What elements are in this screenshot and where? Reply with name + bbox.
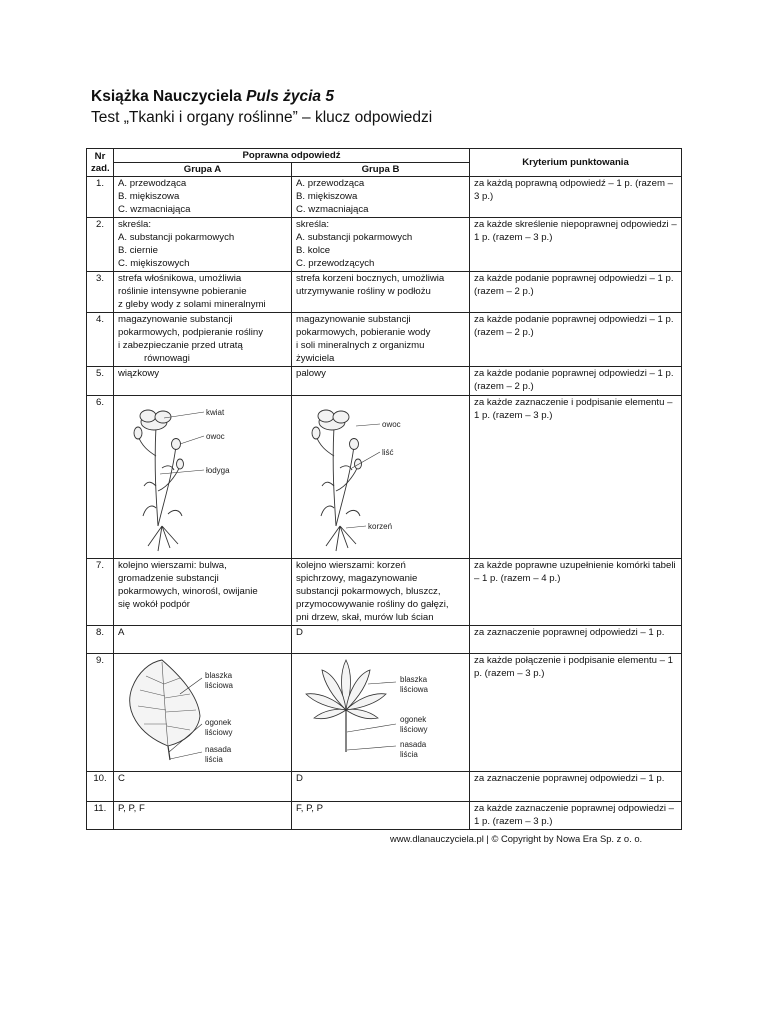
- table-row: [87, 626, 682, 654]
- task-number: 11.: [87, 802, 114, 830]
- leaf-diagram-a: [118, 654, 294, 768]
- answer-group-b: palowy: [292, 367, 470, 396]
- answer-group-a: [114, 396, 292, 559]
- task-number: 5.: [87, 367, 114, 396]
- scoring-criterion: za każde podanie poprawnej odpowiedzi – 1 p. (razem – 2 p.): [470, 367, 682, 396]
- scoring-criterion: za każde zaznaczenie i podpisanie elementu – 1 p. (razem – 3 p.): [470, 396, 682, 559]
- answer-group-b: kolejno wierszami: korzeń spichrzowy, magazynowanie substancji pokarmowych, bluszcz, przymocowywanie rośliny do gałęzi, pni drzew, skał, murów lub ścian: [292, 559, 470, 626]
- label-blaszka: blaszka: [400, 675, 428, 684]
- header-correct-answer: Poprawna odpowiedź: [114, 149, 470, 163]
- label-lisciowa: liściowa: [205, 681, 234, 690]
- label-ogonek: ogonek: [205, 718, 232, 727]
- answer-group-a: A: [114, 626, 292, 654]
- document-subtitle: Test „Tkanki i organy roślinne” – klucz odpowiedzi: [91, 109, 433, 126]
- scoring-criterion: za zaznaczenie poprawnej odpowiedzi – 1 p.: [470, 772, 682, 802]
- header-group-b: Grupa B: [292, 163, 470, 177]
- label-liscia: liścia: [400, 750, 418, 759]
- scoring-criterion: za każde podanie poprawnej odpowiedzi – 1 p. (razem – 2 p.): [470, 272, 682, 313]
- label-blaszka: blaszka: [205, 671, 233, 680]
- table-row: [87, 177, 682, 218]
- scoring-criterion: za każde zaznaczenie poprawnej odpowiedzi – 1 p. (razem – 3 p.): [470, 802, 682, 830]
- task-number: 8.: [87, 626, 114, 654]
- label-liscia: liścia: [205, 755, 223, 764]
- answer-group-a: kolejno wierszami: bulwa, gromadzenie substancji pokarmowych, winorośl, owijanie się wokół podpór: [114, 559, 292, 626]
- answer-group-a: magazynowanie substancji pokarmowych, podpieranie rośliny i zabezpieczanie przed utratą równowagi: [114, 313, 292, 367]
- task-number: 2.: [87, 218, 114, 272]
- scoring-criterion: za każde poprawne uzupełnienie komórki tabeli – 1 p. (razem – 4 p.): [470, 559, 682, 626]
- poppy-plant-diagram-a: [118, 396, 294, 556]
- table-row: [87, 396, 682, 559]
- header-criterion: Kryterium punktowania: [470, 149, 682, 177]
- label-lodyga: łodyga: [206, 466, 230, 475]
- answer-group-a: P, P, F: [114, 802, 292, 830]
- answer-group-a: [114, 654, 292, 772]
- task-number: 6.: [87, 396, 114, 559]
- answer-key-table: [86, 148, 682, 830]
- answer-group-b: D: [292, 772, 470, 802]
- answer-group-b: [292, 654, 470, 772]
- task-number: 4.: [87, 313, 114, 367]
- table-row: [87, 559, 682, 626]
- task-number: 7.: [87, 559, 114, 626]
- label-lisciowa: liściowa: [400, 685, 429, 694]
- header-group-a: Grupa A: [114, 163, 292, 177]
- table-row: [87, 654, 682, 772]
- scoring-criterion: za każde połączenie i podpisanie elementu – 1 p. (razem – 3 p.): [470, 654, 682, 772]
- table-row: [87, 367, 682, 396]
- table-row: [87, 772, 682, 802]
- label-ogonek: ogonek: [400, 715, 427, 724]
- answer-group-b: D: [292, 626, 470, 654]
- scoring-criterion: za każde skreślenie niepoprawnej odpowiedzi – 1 p. (razem – 3 p.): [470, 218, 682, 272]
- answer-group-a: skreśla: A. substancji pokarmowych B. ciernie C. miękiszowych: [114, 218, 292, 272]
- label-kwiat: kwiat: [206, 408, 225, 417]
- leaf-diagram-b: [296, 654, 472, 768]
- task-number: 3.: [87, 272, 114, 313]
- scoring-criterion: za każdą poprawną odpowiedź – 1 p. (razem – 3 p.): [470, 177, 682, 218]
- label-lisciowy: liściowy: [400, 725, 428, 734]
- answer-group-a: wiązkowy: [114, 367, 292, 396]
- table-row: [87, 272, 682, 313]
- label-nasada: nasada: [400, 740, 427, 749]
- document-title: [91, 88, 334, 106]
- poppy-plant-diagram-b: [296, 396, 472, 556]
- label-lisciowy: liściowy: [205, 728, 233, 737]
- label-owoc: owoc: [206, 432, 225, 441]
- title-book-name: Puls życia 5: [246, 88, 334, 105]
- copyright-footer: www.dlanauczyciela.pl | © Copyright by Nowa Era Sp. z o. o.: [390, 833, 643, 844]
- answer-group-b: F, P, P: [292, 802, 470, 830]
- label-korzen: korzeń: [368, 522, 393, 531]
- answer-group-a: A. przewodząca B. miękiszowa C. wzmacniająca: [114, 177, 292, 218]
- label-nasada: nasada: [205, 745, 232, 754]
- title-text: Książka Nauczyciela: [91, 88, 247, 105]
- label-lisc: liść: [382, 448, 394, 457]
- header-nr: Nr zad.: [87, 149, 114, 177]
- label-owoc: owoc: [382, 420, 401, 429]
- answer-group-b: magazynowanie substancji pokarmowych, pobieranie wody i soli mineralnych z organizmu żywiciela: [292, 313, 470, 367]
- table-row: [87, 802, 682, 830]
- answer-group-b: [292, 396, 470, 559]
- task-number: 10.: [87, 772, 114, 802]
- answer-group-b: A. przewodząca B. miękiszowa C. wzmacniająca: [292, 177, 470, 218]
- table-row: [87, 218, 682, 272]
- answer-group-b: strefa korzeni bocznych, umożliwia utrzymywanie rośliny w podłożu: [292, 272, 470, 313]
- answer-group-a: strefa włośnikowa, umożliwia roślinie intensywne pobieranie z gleby wody z solami mineralnymi: [114, 272, 292, 313]
- scoring-criterion: za każde podanie poprawnej odpowiedzi – 1 p. (razem – 2 p.): [470, 313, 682, 367]
- scoring-criterion: za zaznaczenie poprawnej odpowiedzi – 1 p.: [470, 626, 682, 654]
- task-number: 1.: [87, 177, 114, 218]
- table-row: [87, 313, 682, 367]
- task-number: 9.: [87, 654, 114, 772]
- answer-group-a: C: [114, 772, 292, 802]
- answer-group-b: skreśla: A. substancji pokarmowych B. kolce C. przewodzących: [292, 218, 470, 272]
